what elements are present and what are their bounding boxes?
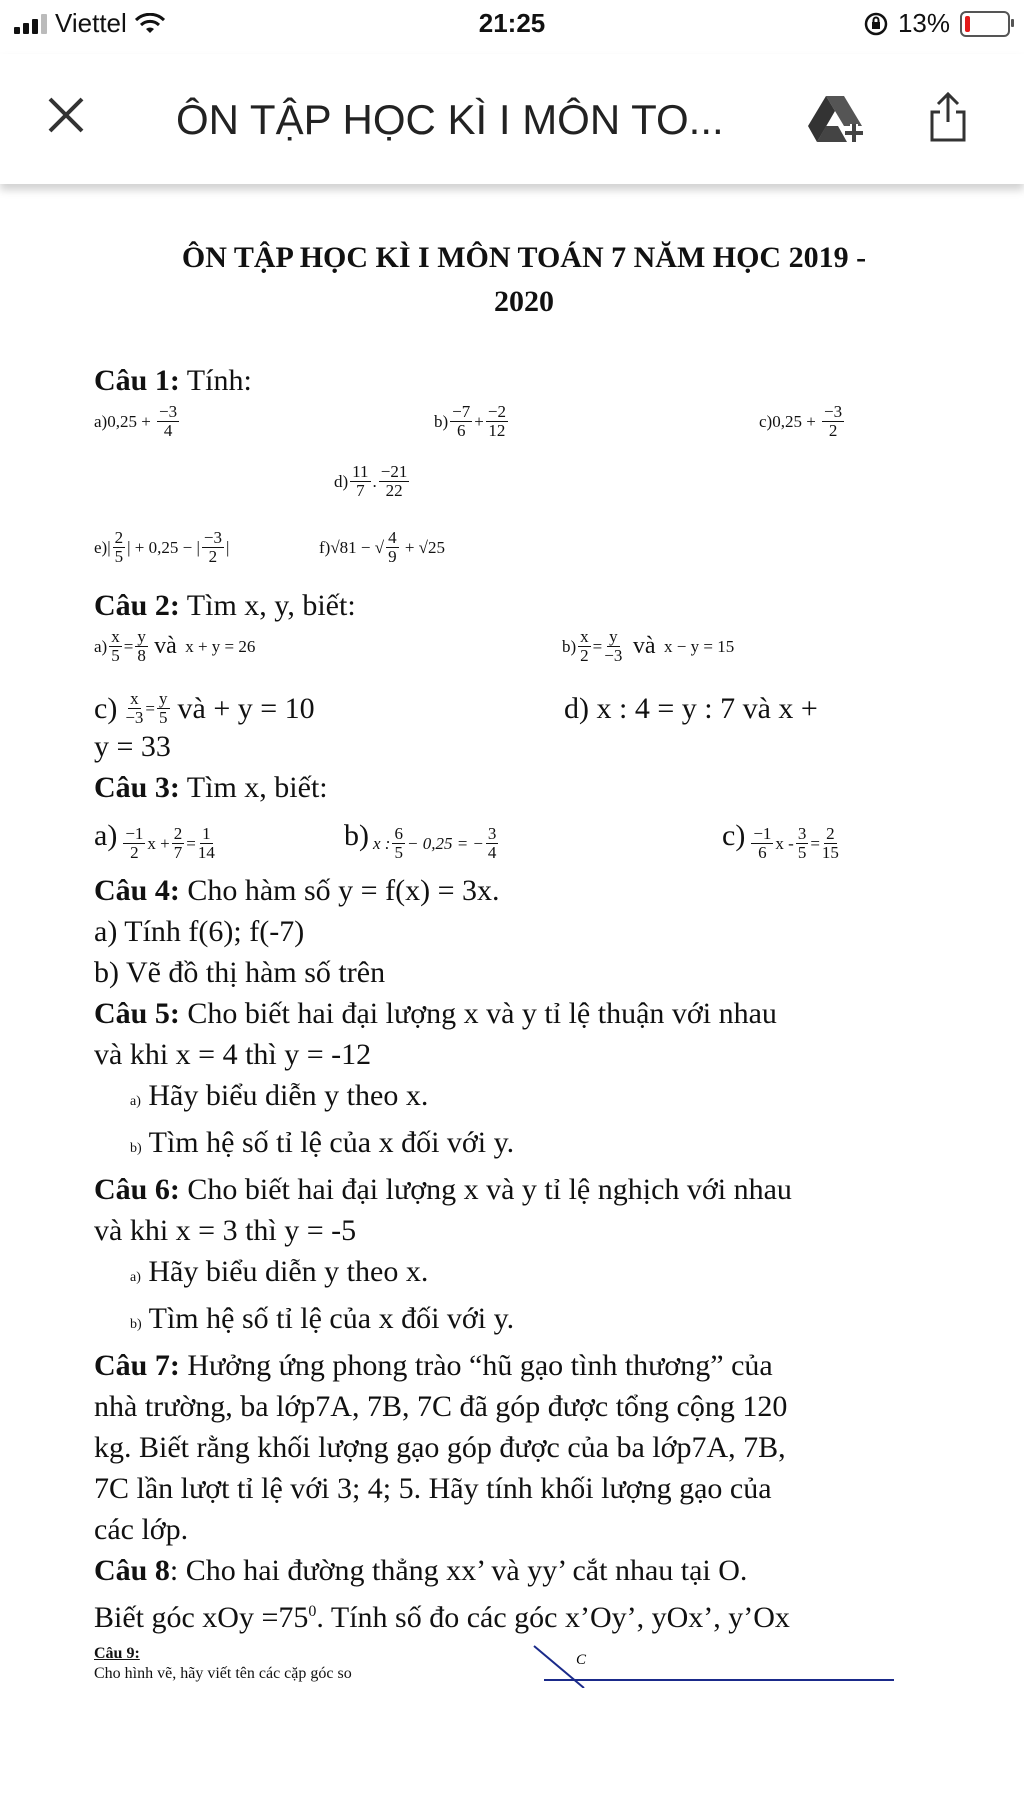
q1-f: f)√81 − √ $\frac{4}{9}$ + √25 — [319, 528, 445, 566]
q1-d: d) $\frac{11}{7}$ . $\frac{-21}{22}$ — [334, 462, 408, 500]
drive-add-icon — [808, 94, 870, 144]
q8-text-2 — [94, 1591, 954, 1638]
q7-line: kg. Biết rằng khối lượng gạo góp được của ba lớp7A, 7B, — [94, 1431, 786, 1464]
q9-label: Câu 9: — [94, 1645, 140, 1662]
q6-label: Câu 6: — [94, 1173, 180, 1206]
q6-a-mark: a) — [130, 1270, 141, 1285]
degree-superscript: 0 — [308, 1603, 317, 1620]
q6-b-text: Tìm hệ số tỉ lệ của x đối với y. — [141, 1302, 515, 1335]
q3-row — [94, 808, 954, 870]
question-9 — [94, 1638, 954, 1688]
q3-label: Câu 3: — [94, 771, 180, 804]
q7-line: 7C lần lượt tỉ lệ với 3; 4; 5. Hãy tính khối lượng gạo của — [94, 1472, 772, 1505]
q5-text: Cho biết hai đại lượng x và y tỉ lệ thuận với nhau — [179, 997, 777, 1030]
q9-fig-label: C — [576, 1652, 587, 1668]
q7-line: các lớp. — [94, 1513, 189, 1546]
document-title: ÔN TẬP HỌC KÌ I MÔN TO... — [176, 96, 724, 143]
q6-a-text: Hãy biểu diễn y theo x. — [140, 1255, 429, 1288]
q3-a: a) $\frac{-1}{2}$ x + $\frac{2}{7}$ = $\frac{1}{14}$ — [94, 819, 215, 862]
q1-b: b) $\frac{-7}{6}$ + $\frac{-2}{12}$ — [434, 402, 506, 440]
q2-a: a) $\frac{x}{5}$ = $\frac{y}{8}$ và x + y = 26 — [94, 627, 256, 665]
q3-c: c) $\frac{-1}{6}$ x - $\frac{3}{5}$ = $\frac{2}{15}$ — [722, 819, 839, 862]
q1-label: Câu 1: — [94, 364, 180, 397]
question-5 — [94, 993, 954, 1034]
question-1 — [94, 360, 954, 401]
q4-text: Cho hàm số y = f(x) = 3x. — [179, 874, 500, 907]
q3-text: Tìm x, biết: — [179, 771, 328, 804]
close-icon — [46, 95, 86, 135]
q8-text-2b: . Tính số đo các góc x’Oy’, yOx’, y’Ox — [316, 1601, 790, 1634]
q7-line: Hưởng ứng phong trào “hũ gạo tình thương” của — [179, 1349, 773, 1382]
q8-label: Câu 8 — [94, 1554, 170, 1587]
question-3 — [94, 767, 954, 808]
status-right — [864, 8, 1010, 39]
q5-b-text: Tìm hệ số tỉ lệ của x đối với y. — [141, 1126, 515, 1159]
q1-text: Tính: — [179, 364, 252, 397]
q2-row-ab — [94, 626, 954, 682]
q5-a-text: Hãy biểu diễn y theo x. — [140, 1079, 429, 1112]
document-body — [94, 236, 954, 1688]
q2-label: Câu 2: — [94, 589, 180, 622]
q7-line: nhà trường, ba lớp7A, 7B, 7C đã góp được tổng cộng 120 — [94, 1390, 788, 1423]
rotation-lock-icon — [864, 12, 888, 36]
carrier-name: Viettel — [55, 8, 127, 38]
q2-c-mark: c) — [94, 692, 118, 725]
q9-figure — [524, 1642, 904, 1688]
close-button[interactable] — [46, 90, 86, 144]
share-icon — [928, 92, 968, 142]
q1-e: e)| $\frac{2}{5}$ | + 0,25 − | $\frac{-3}{2}$ | — [94, 528, 230, 566]
q4-label: Câu 4: — [94, 874, 180, 907]
q2-d: d) x : 4 = y : 7 và x + — [564, 692, 818, 725]
app-bar — [0, 54, 1024, 184]
q6-text-2: và khi x = 3 thì y = -5 — [94, 1214, 357, 1247]
q2-b: b) $\frac{x}{2}$ = $\frac{y}{-3}$ và x − y = 15 — [562, 627, 735, 665]
q2-c-text: và + y = 10 — [177, 692, 315, 725]
doc-heading — [94, 236, 954, 324]
question-4 — [94, 870, 954, 911]
question-8 — [94, 1550, 954, 1591]
q4-b: b) Vẽ đồ thị hàm số trên — [94, 956, 386, 989]
heading-line-2: 2020 — [494, 285, 554, 318]
q5-b — [94, 1122, 954, 1169]
q5-text-2: và khi x = 4 thì y = -12 — [94, 1038, 372, 1071]
q8-text-2a: Biết góc xOy =75 — [94, 1601, 309, 1634]
q4-a: a) Tính f(6); f(-7) — [94, 915, 305, 948]
add-to-drive-button[interactable] — [808, 94, 870, 149]
q6-a — [94, 1251, 954, 1298]
q3-b: b) x : $\frac{6}{5}$ − 0,25 = − $\frac{3}{4}$ — [344, 819, 497, 862]
battery-icon — [960, 11, 1010, 37]
q6-b-mark: b) — [130, 1317, 142, 1332]
q2-text: Tìm x, y, biết: — [179, 589, 356, 622]
question-2 — [94, 585, 954, 626]
q1-row-ef — [94, 527, 954, 585]
clock: 21:25 — [478, 8, 546, 38]
q2-row-cd — [94, 682, 954, 726]
q2-d-continued: y = 33 — [94, 730, 171, 763]
q9-text: Cho hình vẽ, hãy viết tên các cặp góc so — [94, 1665, 352, 1682]
q1-row-d — [94, 461, 954, 527]
q8-text: : Cho hai đường thẳng xx’ và yy’ cắt nhau tại O. — [169, 1554, 748, 1587]
heading-line-1: ÔN TẬP HỌC KÌ I MÔN TOÁN 7 NĂM HỌC 2019 - — [181, 241, 867, 274]
q2-c-formula: $\frac{x}{-3}$ = $\frac{y}{5}$ — [125, 689, 168, 727]
q5-a — [94, 1075, 954, 1122]
q1-a: a)0,25 + $\frac{-3}{4}$ — [94, 402, 178, 440]
q5-a-mark: a) — [130, 1094, 141, 1109]
q5-label: Câu 5: — [94, 997, 180, 1030]
status-bar — [0, 0, 1024, 54]
share-button[interactable] — [928, 92, 968, 147]
question-7 — [94, 1345, 954, 1386]
question-6 — [94, 1169, 954, 1210]
q5-b-mark: b) — [130, 1141, 142, 1156]
q2-c — [94, 688, 315, 729]
battery-percent: 13% — [897, 8, 950, 38]
q7-label: Câu 7: — [94, 1349, 180, 1382]
q1-c: c)0,25 + $\frac{-3}{2}$ — [759, 402, 843, 440]
q6-text: Cho biết hai đại lượng x và y tỉ lệ nghịch với nhau — [179, 1173, 792, 1206]
q1-row-abc — [94, 401, 954, 461]
q6-b — [94, 1298, 954, 1345]
